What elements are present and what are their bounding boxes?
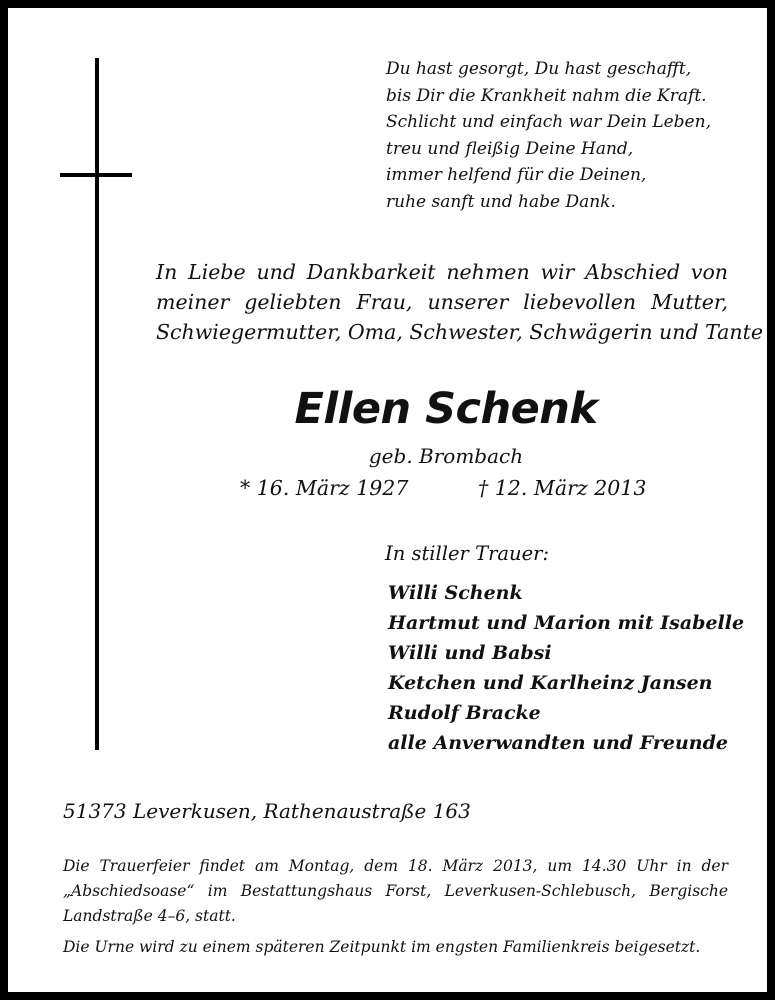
mourners-list: [388, 578, 748, 758]
intro-line: In Liebe und Dankbarkeit nehmen wir Abschied von: [156, 260, 728, 284]
mourner-name: Willi und Babsi: [388, 642, 552, 664]
poem-line: Schlicht und einfach war Dein Leben,: [386, 112, 711, 132]
funeral-details: [63, 854, 728, 929]
cross-vertical-bar: [95, 58, 99, 750]
mourner-name: Hartmut und Marion mit Isabelle: [388, 612, 745, 634]
birth-date: * 16. März 1927: [240, 476, 409, 500]
mourner-name: Ketchen und Karlheinz Jansen: [388, 672, 713, 694]
poem-line: immer helfend für die Deinen,: [386, 165, 647, 185]
mourner-name: alle Anverwandten und Freunde: [388, 732, 728, 754]
death-date: † 12. März 2013: [478, 476, 647, 500]
intro-line: Schwiegermutter, Oma, Schwester, Schwägerin und Tante: [156, 320, 763, 344]
poem-line: treu und fleißig Deine Hand,: [386, 138, 634, 159]
poem: [386, 56, 746, 215]
farewell-intro: [156, 257, 763, 347]
mourner-name: Rudolf Bracke: [388, 702, 541, 724]
mourning-label: In stiller Trauer:: [385, 542, 550, 565]
urn-note: Die Urne wird zu einem späteren Zeitpunkt im engsten Familienkreis beigesetzt.: [63, 938, 701, 956]
funeral-line: Landstraße 4–6, statt.: [63, 907, 236, 925]
birth-name: geb. Brombach: [368, 444, 524, 468]
poem-line: bis Dir die Krankheit nahm die Kraft.: [386, 85, 707, 106]
poem-line: Du hast gesorgt, Du hast geschafft,: [386, 59, 692, 79]
cross-horizontal-bar: [60, 173, 132, 177]
funeral-line: „Abschiedsoase“ im Bestattungshaus Forst, Leverkusen-Schlebusch, Bergische: [63, 882, 728, 900]
family-address: 51373 Leverkusen, Rathenaustraße 163: [63, 799, 471, 823]
funeral-line: Die Trauerfeier findet am Montag, dem 18. März 2013, um 14.30 Uhr in der: [63, 857, 728, 875]
deceased-name: Ellen Schenk: [294, 384, 598, 434]
poem-line: ruhe sanft und habe Dank.: [386, 191, 616, 212]
mourner-name: Willi Schenk: [388, 582, 523, 604]
intro-line: meiner geliebten Frau, unserer liebevollen Mutter,: [156, 290, 728, 314]
